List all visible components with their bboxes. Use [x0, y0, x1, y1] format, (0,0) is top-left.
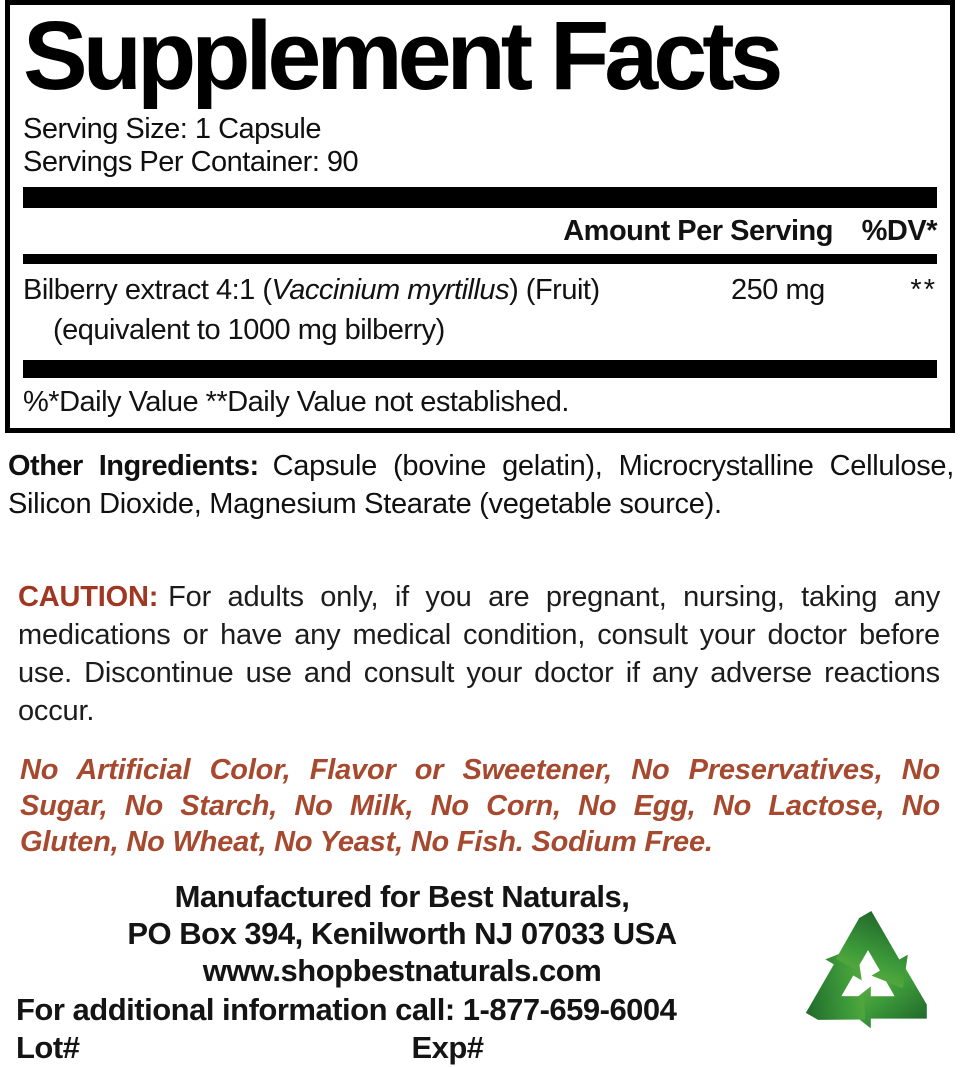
other-ingredients-label: Other Ingredients: [8, 449, 259, 482]
ingredient-amount: 250 mg [731, 273, 825, 306]
column-headers [23, 208, 937, 254]
ingredient-name [23, 274, 731, 307]
supplement-facts-panel [5, 0, 955, 433]
manufacturer-block [16, 878, 788, 989]
recycle-icon [782, 894, 954, 1062]
amount-per-serving-header: Amount Per Serving [563, 214, 833, 247]
ingredient-row [23, 264, 937, 307]
caution-label: CAUTION: [18, 580, 159, 613]
ingredient-equivalent: (equivalent to 1000 mg bilberry) [53, 313, 445, 346]
claims-statement: No Artificial Color, Flavor or Sweetener, No Preservatives, No Sugar, No Starch, No Milk, No Corn, No Egg, No Lactose, No Gluten, No Wheat, No Yeast, No Fish. Sodium Free. [20, 753, 940, 858]
other-ingredients [8, 447, 954, 523]
divider-thick [23, 187, 937, 208]
ingredient-name-prefix: Bilberry extract 4:1 ( [23, 273, 272, 306]
ingredient-latin-name: Vaccinium myrtillus [271, 273, 510, 306]
panel-title: Supplement Facts [23, 1, 779, 110]
divider-heavy [23, 360, 937, 378]
ingredient-name-suffix: ) (Fruit) [509, 273, 600, 306]
dv-header: %DV* [861, 214, 937, 247]
manufacturer-line: Manufactured for Best Naturals, [174, 878, 630, 914]
servings-per-container: Servings Per Container: 90 [23, 145, 359, 178]
caution [18, 578, 940, 730]
divider-medium [23, 254, 937, 264]
website: www.shopbestnaturals.com [202, 952, 602, 988]
lot-label: Lot# [16, 1029, 80, 1065]
caution-text: For adults only, if you are pregnant, nursing, taking any medications or have any medical condition, consult your doctor before use. Discontinue use and consult your doctor if any adverse reactions occur. [18, 580, 940, 727]
phone-line: For additional information call: 1-877-659-6004 [16, 991, 677, 1027]
exp-label: Exp# [411, 1029, 484, 1065]
ingredient-dv: ** [910, 273, 937, 306]
dv-footnote: %*Daily Value **Daily Value not established. [23, 385, 569, 418]
serving-size: Serving Size: 1 Capsule [23, 112, 321, 145]
address-line: PO Box 394, Kenilworth NJ 07033 USA [127, 915, 677, 951]
footer [0, 878, 960, 1067]
other-ingredients-text: Capsule (bovine gelatin), Microcrystalline Cellulose, Silicon Dioxide, Magnesium Stearate (vegetable source). [8, 449, 955, 520]
